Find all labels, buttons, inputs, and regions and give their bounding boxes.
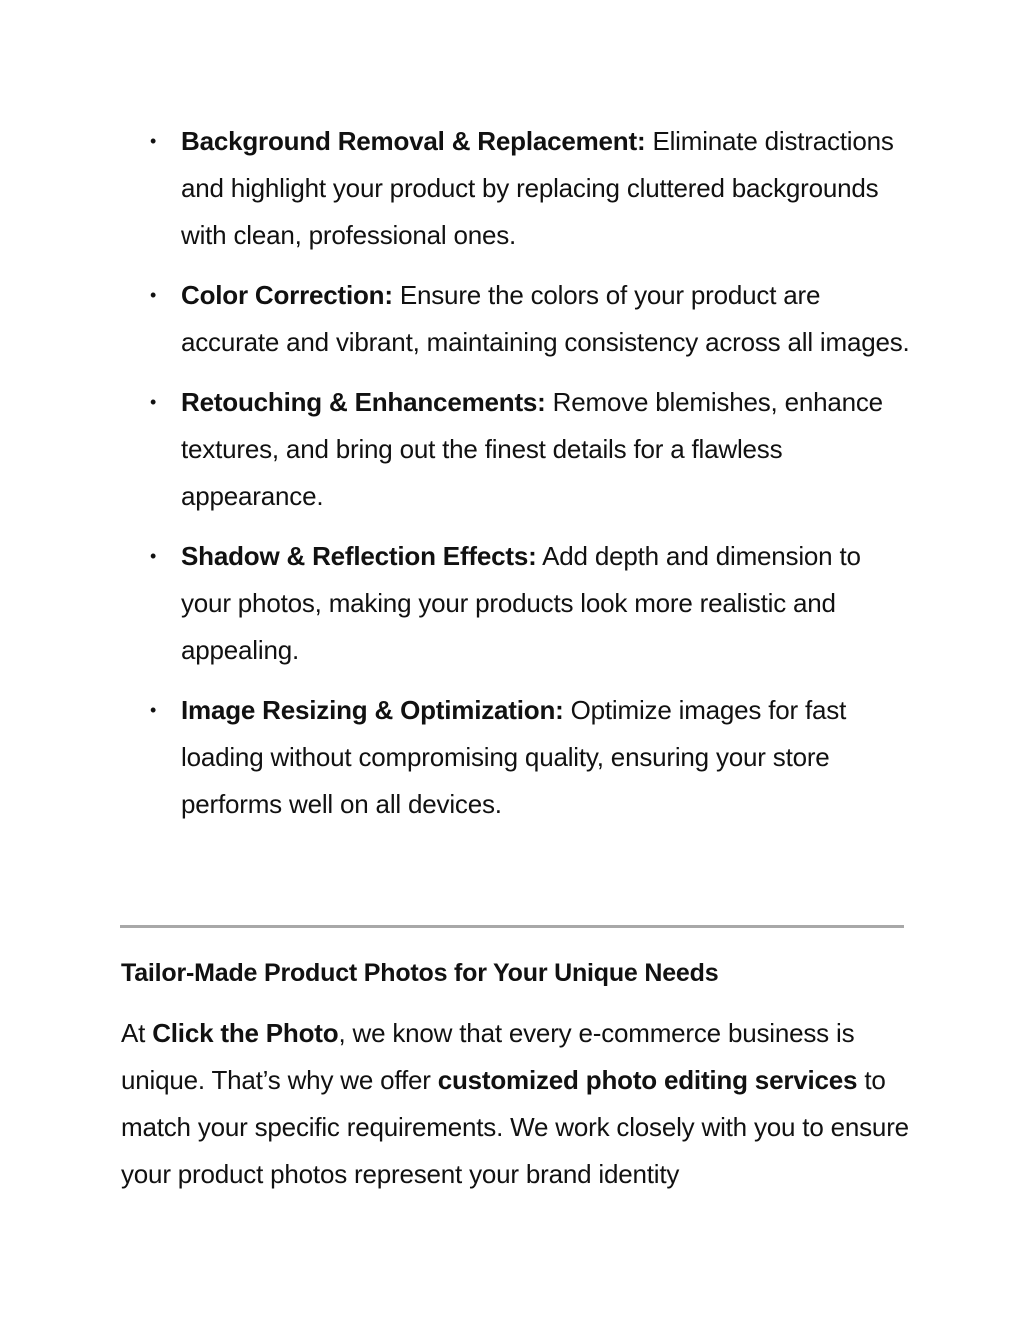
list-item xyxy=(122,272,912,366)
service-description: Remove blemishes, enhance textures, and bring out the finest details for a flawless appearance. xyxy=(181,387,883,511)
service-title: Shadow & Reflection Effects: xyxy=(181,541,537,571)
bullet-icon: • xyxy=(150,392,157,412)
highlighted-service: customized photo editing services xyxy=(437,1065,858,1095)
list-item xyxy=(122,379,912,520)
bullet-icon: • xyxy=(150,546,157,566)
service-title: Image Resizing & Optimization: xyxy=(181,695,564,725)
service-title: Retouching & Enhancements: xyxy=(181,387,546,417)
list-item xyxy=(122,118,912,259)
section-divider xyxy=(120,925,904,928)
brand-name: Click the Photo xyxy=(152,1018,339,1048)
service-description: Optimize images for fast loading without compromising quality, ensuring your store performs well on all devices. xyxy=(181,695,847,819)
paragraph-text: to match your specific requirements. We work closely with you to ensure your product photos represent your brand identity xyxy=(121,1065,909,1189)
list-item xyxy=(122,533,912,674)
paragraph-text: , we know that every e-commerce business is unique. That’s why we offer xyxy=(121,1018,855,1095)
service-description: Add depth and dimension to your photos, making your products look more realistic and appealing. xyxy=(181,541,861,665)
bullet-icon: • xyxy=(150,700,157,720)
paragraph-text: At xyxy=(121,1018,153,1048)
section-paragraph xyxy=(121,1010,911,1198)
service-title: Background Removal & Replacement: xyxy=(181,126,646,156)
service-description: Ensure the colors of your product are accurate and vibrant, maintaining consistency across all images. xyxy=(181,280,910,357)
services-list xyxy=(122,118,912,841)
section-heading: Tailor-Made Product Photos for Your Unique Needs xyxy=(121,959,719,987)
bullet-icon: • xyxy=(150,131,157,151)
service-title: Color Correction: xyxy=(181,280,393,310)
list-item xyxy=(122,687,912,828)
service-description: Eliminate distractions and highlight your product by replacing cluttered backgrounds with clean, professional ones. xyxy=(181,126,894,250)
bullet-icon: • xyxy=(150,285,157,305)
